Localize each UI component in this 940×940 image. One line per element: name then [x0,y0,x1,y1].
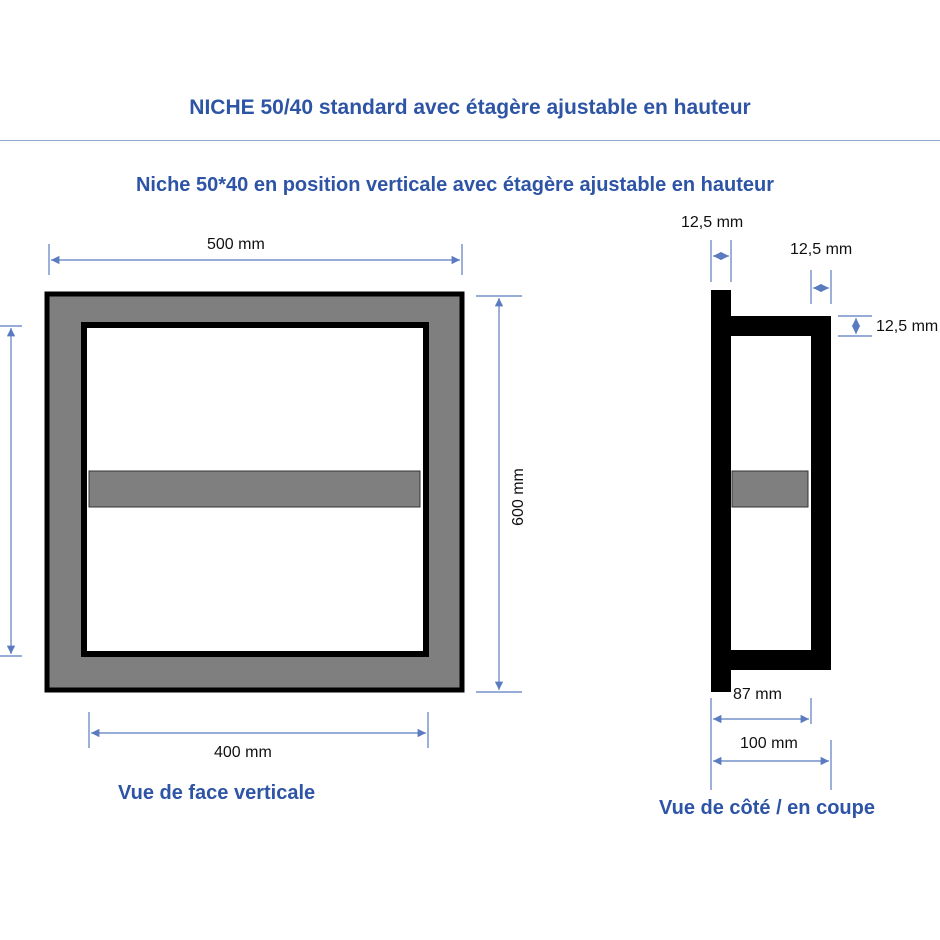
side-shelf [732,471,808,507]
height-label: 600 mm [510,468,527,526]
inner-width-label: 400 mm [214,744,272,761]
side-view-caption: Vue de côté / en coupe [659,797,875,819]
page-title: NICHE 50/40 standard avec étagère ajustable en hauteur [189,96,751,119]
front-shelf [89,471,420,507]
side-flange [711,290,731,692]
front-view-drawing [47,294,462,690]
top-label: 12,5 mm [876,318,939,335]
width-label: 500 mm [207,236,265,253]
side-view-drawing [711,290,831,692]
page-subtitle: Niche 50*40 en position verticale avec étagère ajustable en hauteur [135,174,775,196]
inner-depth-label: 87 mm [733,686,782,703]
front-view-caption: Vue de face verticale [118,782,316,804]
side-back-wall [811,316,831,670]
depth-label: 100 mm [740,735,798,752]
flange-label: 12,5 mm [681,214,744,231]
wall-label: 12,5 mm [790,241,853,258]
